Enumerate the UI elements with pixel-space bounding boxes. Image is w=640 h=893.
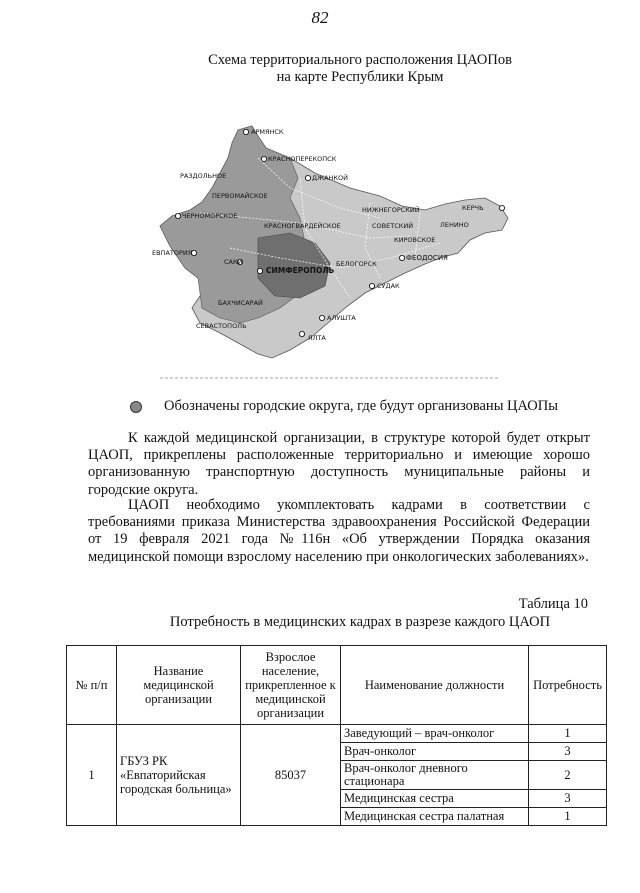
legend-dot-icon (130, 401, 142, 413)
position-need: 3 (529, 790, 607, 808)
position-need: 1 (529, 808, 607, 826)
svg-text:СУДАК: СУДАК (377, 282, 400, 290)
svg-text:БАХЧИСАРАЙ: БАХЧИСАРАЙ (218, 299, 263, 307)
position-name: Врач-онколог дневного стационара (341, 761, 529, 790)
position-need: 3 (529, 743, 607, 761)
page-number: 82 (311, 8, 329, 27)
svg-text:БЕЛОГОРСК: БЕЛОГОРСК (336, 260, 377, 268)
row-org: ГБУЗ РК «Евпаторийская городская больница» (117, 725, 241, 826)
position-name: Медицинская сестра (341, 790, 529, 808)
position-name: Медицинская сестра палатная (341, 808, 529, 826)
header-num: № п/п (67, 646, 117, 725)
title-line-2: на карте Республики Крым (276, 69, 444, 85)
svg-text:НИЖНЕГОРСКИЙ: НИЖНЕГОРСКИЙ (362, 206, 420, 214)
svg-text:САКИ: САКИ (224, 258, 243, 266)
svg-text:ЯЛТА: ЯЛТА (308, 334, 326, 342)
legend-text: Обозначены городские округа, где будут организованы ЦАОПы (164, 398, 558, 414)
row-num: 1 (67, 725, 117, 826)
svg-text:АРМЯНСК: АРМЯНСК (251, 128, 284, 136)
header-population: Взрослое население, прикрепленное к медицинской организации (241, 646, 341, 725)
header-org: Название медицинской организации (117, 646, 241, 725)
svg-text:ЧЕРНОМОРСКОЕ: ЧЕРНОМОРСКОЕ (182, 212, 238, 220)
svg-text:СОВЕТСКИЙ: СОВЕТСКИЙ (372, 222, 414, 230)
svg-text:КИРОВСКОЕ: КИРОВСКОЕ (394, 236, 436, 244)
header-need: Потребность (529, 646, 607, 725)
position-need: 2 (529, 761, 607, 790)
table-label: Таблица 10 (518, 596, 588, 612)
svg-text:ФЕОДОСИЯ: ФЕОДОСИЯ (406, 254, 448, 262)
svg-text:КЕРЧЬ: КЕРЧЬ (462, 204, 484, 212)
title-line-1: Схема территориального расположения ЦАОПов (208, 52, 512, 68)
row-population: 85037 (241, 725, 341, 826)
svg-text:ЕВПАТОРИЯ: ЕВПАТОРИЯ (152, 249, 193, 257)
svg-text:АЛУШТА: АЛУШТА (327, 314, 356, 322)
svg-text:ПЕРВОМАЙСКОЕ: ПЕРВОМАЙСКОЕ (212, 192, 268, 200)
header-position: Наименование должности (341, 646, 529, 725)
document-title (100, 52, 620, 86)
table-row (67, 725, 607, 743)
position-name: Врач-онколог (341, 743, 529, 761)
svg-text:ДЖАНКОЙ: ДЖАНКОЙ (312, 174, 349, 182)
paragraph-2: ЦАОП необходимо укомплектовать кадрами в соответствии с требованиями приказа Министерства здравоохранения Российской Федерации от 19 февраля 2021 года №116н «Об утверждении Порядка оказания медицинской помощи взрослому населению при онкологических заболеваниях». (88, 497, 590, 565)
svg-text:ЛЕНИНО: ЛЕНИНО (440, 221, 469, 229)
position-name: Заведующий – врач-онколог (341, 725, 529, 743)
staff-needs-table (66, 645, 607, 826)
crimea-map (140, 118, 520, 380)
svg-text:РАЗДОЛЬНОЕ: РАЗДОЛЬНОЕ (180, 172, 227, 180)
svg-text:КРАСНОГВАРДЕЙСКОЕ: КРАСНОГВАРДЕЙСКОЕ (264, 222, 341, 230)
table-title: Потребность в медицинских кадрах в разрезе каждого ЦАОП (169, 614, 551, 630)
svg-text:СИМФЕРОПОЛЬ: СИМФЕРОПОЛЬ (266, 266, 335, 275)
svg-text:СЕВАСТОПОЛЬ: СЕВАСТОПОЛЬ (196, 322, 247, 330)
map-legend (130, 398, 610, 415)
svg-text:КРАСНОПЕРЕКОПСК: КРАСНОПЕРЕКОПСК (268, 155, 337, 163)
table-header-row (67, 646, 607, 725)
position-need: 1 (529, 725, 607, 743)
paragraph-1: К каждой медицинской организации, в структуре которой будет открыт ЦАОП, прикреплены расположенные территориально и имеющие хорошо организованную транспортную доступность муниципальные районы и городские округа. (88, 430, 590, 498)
